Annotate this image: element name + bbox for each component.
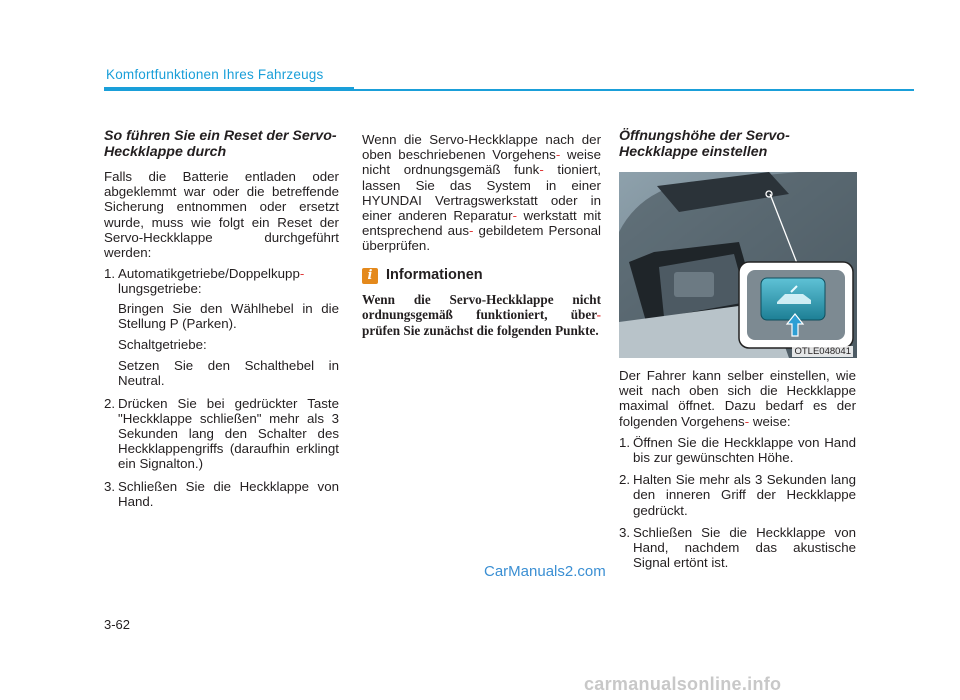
- height-step-1: 1. Öffnen Sie die Heckklappe von Hand bis zur gewünschten Höhe.: [619, 434, 856, 466]
- watermark-link[interactable]: CarManuals2.com: [484, 563, 606, 580]
- image-code: OTLE048041: [794, 346, 851, 357]
- step-number: 3.: [619, 524, 631, 540]
- step-number: 2.: [104, 395, 116, 411]
- step-detail: Schaltgetriebe:: [118, 337, 207, 353]
- height-steps: [619, 435, 856, 571]
- reset-step-1: 1. Automatikgetriebe/Doppelkupp- lungsgetriebe: Bringen Sie den Wählhebel in die Stellung P (Parken). Schaltgetriebe: Setzen Sie den Schalthebel in Neutral.: [104, 266, 339, 389]
- step-number: 3.: [104, 478, 116, 494]
- hyphen-mark: -: [596, 307, 601, 323]
- reset-step-3: 3. Schließen Sie die Heckklappe von Hand.: [104, 478, 339, 509]
- reset-step-1-details: [118, 301, 339, 389]
- hyphen-mark: -: [555, 147, 561, 163]
- column-left: [104, 128, 339, 516]
- section-title: Komfortfunktionen Ihres Fahrzeugs: [106, 67, 324, 82]
- height-intro: Der Fahrer kann selber einstellen, wie weit nach oben sich die Heckklappe maximal öffnet. Dazu bedarf es der folgenden Vorgehens- weise:: [619, 368, 856, 429]
- column-right: [619, 128, 856, 169]
- service-paragraph: Wenn die Servo-Heckklappe nach der oben beschriebenen Vorgehens- weise nicht ordnungsgemäß funk- tioniert, lassen Sie das System in einer HYUNDAI Vertragswerkstatt oder in einer anderen Reparatur- werkstatt mit entsprechend aus- gebildetem Personal überprüfen.: [362, 132, 601, 254]
- hyphen-mark: -: [469, 223, 474, 239]
- step-number: 2.: [619, 472, 631, 488]
- info-box-header: [362, 268, 601, 284]
- info-title: Informationen: [386, 267, 483, 284]
- step-number: 1.: [104, 266, 116, 282]
- header-rule-thick: [104, 87, 354, 91]
- column-right-body: [619, 368, 856, 577]
- step-detail: Bringen Sie den Wählhebel in die Stellung P (Parken).: [118, 300, 339, 331]
- info-text: Wenn die Servo-Heckklappe nicht ordnungsgemäß funktioniert, über- prüfen Sie zunächst die folgenden Punkte.: [362, 291, 601, 338]
- header-rule-thin: [354, 89, 914, 91]
- hyphen-mark: -: [512, 208, 517, 224]
- height-step-2: 2. Halten Sie mehr als 3 Sekunden lang den inneren Griff der Heckklappe gedrückt.: [619, 472, 856, 518]
- reset-heading: So führen Sie ein Reset der Servo-Heckklappe durch: [104, 128, 337, 160]
- column-middle: [362, 132, 601, 338]
- step-number: 1.: [619, 434, 631, 450]
- reset-intro: Falls die Batterie entladen oder abgeklemmt war oder die betreffende Sicherung entnommen oder ersetzt wurde, muss wie folgt ein Reset der Servo-Heckklappe durchgeführt werden:: [104, 169, 339, 261]
- info-icon: i: [362, 268, 378, 284]
- page-number: 3-62: [104, 617, 131, 632]
- height-step-3: 3. Schließen Sie die Heckklappe von Hand, nachdem das akustische Signal ertönt ist.: [619, 524, 856, 571]
- reset-steps: [104, 266, 339, 509]
- hyphen-mark: -: [744, 413, 750, 429]
- reset-step-2: 2. Drücken Sie bei gedrückter Taste "Heckklappe schließen" mehr als 3 Sekunden lang den Schalter des Heckklappengriffs (daraufhin erklingt ein Signalton.): [104, 395, 339, 472]
- height-heading: Öffnungshöhe der Servo-Heckklappe einstellen: [619, 128, 790, 160]
- hyphen-mark: -: [539, 162, 544, 178]
- tailgate-illustration: [619, 172, 857, 358]
- tailgate-photo: [619, 172, 857, 358]
- watermark-footer: carmanualsonline.info: [584, 674, 782, 694]
- hyphen-mark: -: [299, 266, 305, 282]
- step-detail: Setzen Sie den Schalthebel in Neutral.: [118, 358, 339, 389]
